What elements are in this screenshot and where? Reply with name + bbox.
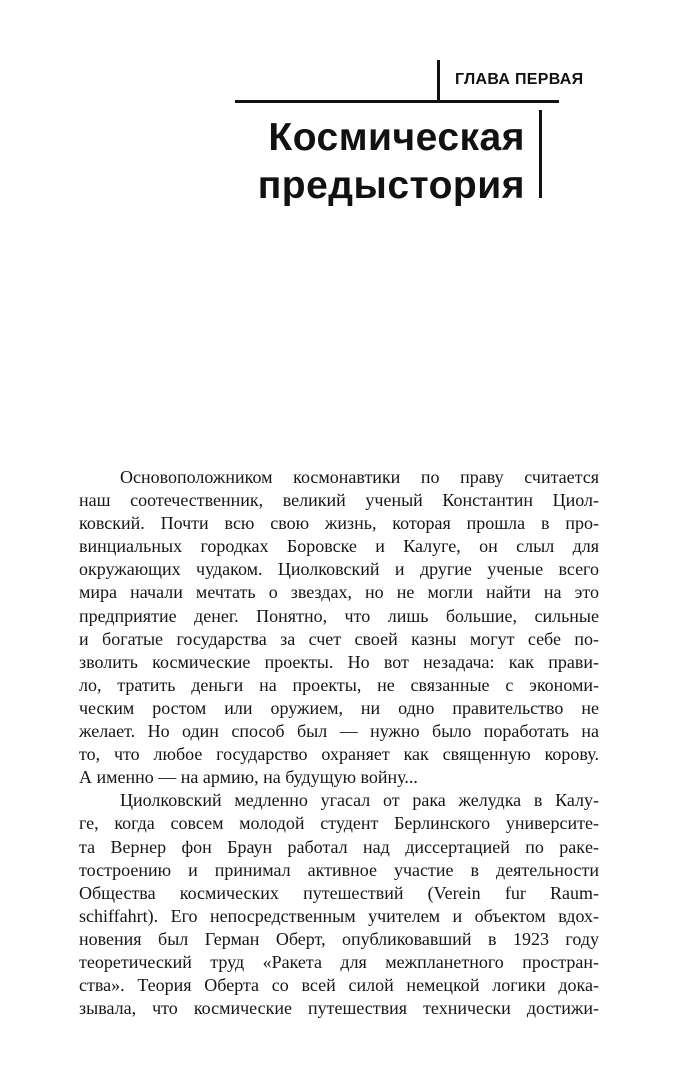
text-line: Циолковский медленно угасал от рака желудка в Калу- <box>120 790 599 811</box>
text-line: винциальных городках Боровске и Калуге, он слыл для <box>79 536 599 557</box>
text-line: то, что любое государство охраняет как священную корову. <box>79 744 599 765</box>
text-line: зволить космические проекты. Но вот незадача: как прави- <box>79 651 599 672</box>
text-line: ге, когда совсем молодой студент Берлинского университе- <box>79 813 599 834</box>
chapter-title <box>258 114 525 210</box>
text-line: ковский. Почти всю свою жизнь, которая прошла в про- <box>79 513 599 534</box>
text-line: желает. Но один способ был — нужно было поработать на <box>79 721 599 742</box>
text-line: Основоположником космонавтики по праву считается <box>120 467 599 487</box>
text-line: теоретический труд «Ракета для межпланетного простран- <box>79 951 599 972</box>
text-line: ства». Теория Оберта со всей силой немецкой логики дока- <box>79 975 599 996</box>
rule-horizontal <box>235 100 559 103</box>
text-line: наш соотечественник, великий ученый Константин Циол- <box>79 490 599 511</box>
text-line: предприятие денег. Понятно, что лишь большие, сильные <box>79 605 599 626</box>
text-line: зывала, что космические путешествия технически достижи- <box>79 998 599 1019</box>
chapter-title-line: предыстория <box>257 164 525 207</box>
text-line: новения был Герман Оберт, опубликовавший в 1923 году <box>79 928 599 949</box>
text-line: окружающих чудаком. Циолковский и другие ученые всего <box>79 559 599 580</box>
text-line: и богатые государства за счет своей казны могут себе по- <box>79 628 599 649</box>
chapter-label: ГЛАВА ПЕРВАЯ <box>455 71 584 88</box>
body-text <box>79 466 599 1020</box>
chapter-title-line: Космическая <box>268 116 525 159</box>
text-line: А именно — на армию, на будущую войну... <box>79 767 418 788</box>
text-line: Общества космических путешествий (Verein fur Raum- <box>79 882 599 903</box>
text-line: тостроению и принимал активное участие в деятельности <box>79 859 599 880</box>
text-line: мира начали мечтать о звездах, но не могли найти на это <box>79 582 599 603</box>
text-line: schiffahrt). Его непосредственным учителем и объектом вдох- <box>79 905 599 926</box>
text-line: ческим ростом или оружием, ни одно правительство не <box>79 697 599 718</box>
text-line: ло, тратить деньги на проекты, не связанные с экономи- <box>79 674 599 695</box>
rule-vertical-top <box>437 60 440 103</box>
rule-vertical-right <box>539 110 542 198</box>
text-line: та Вернер фон Браун работал над диссертацией по ракe- <box>79 836 599 857</box>
